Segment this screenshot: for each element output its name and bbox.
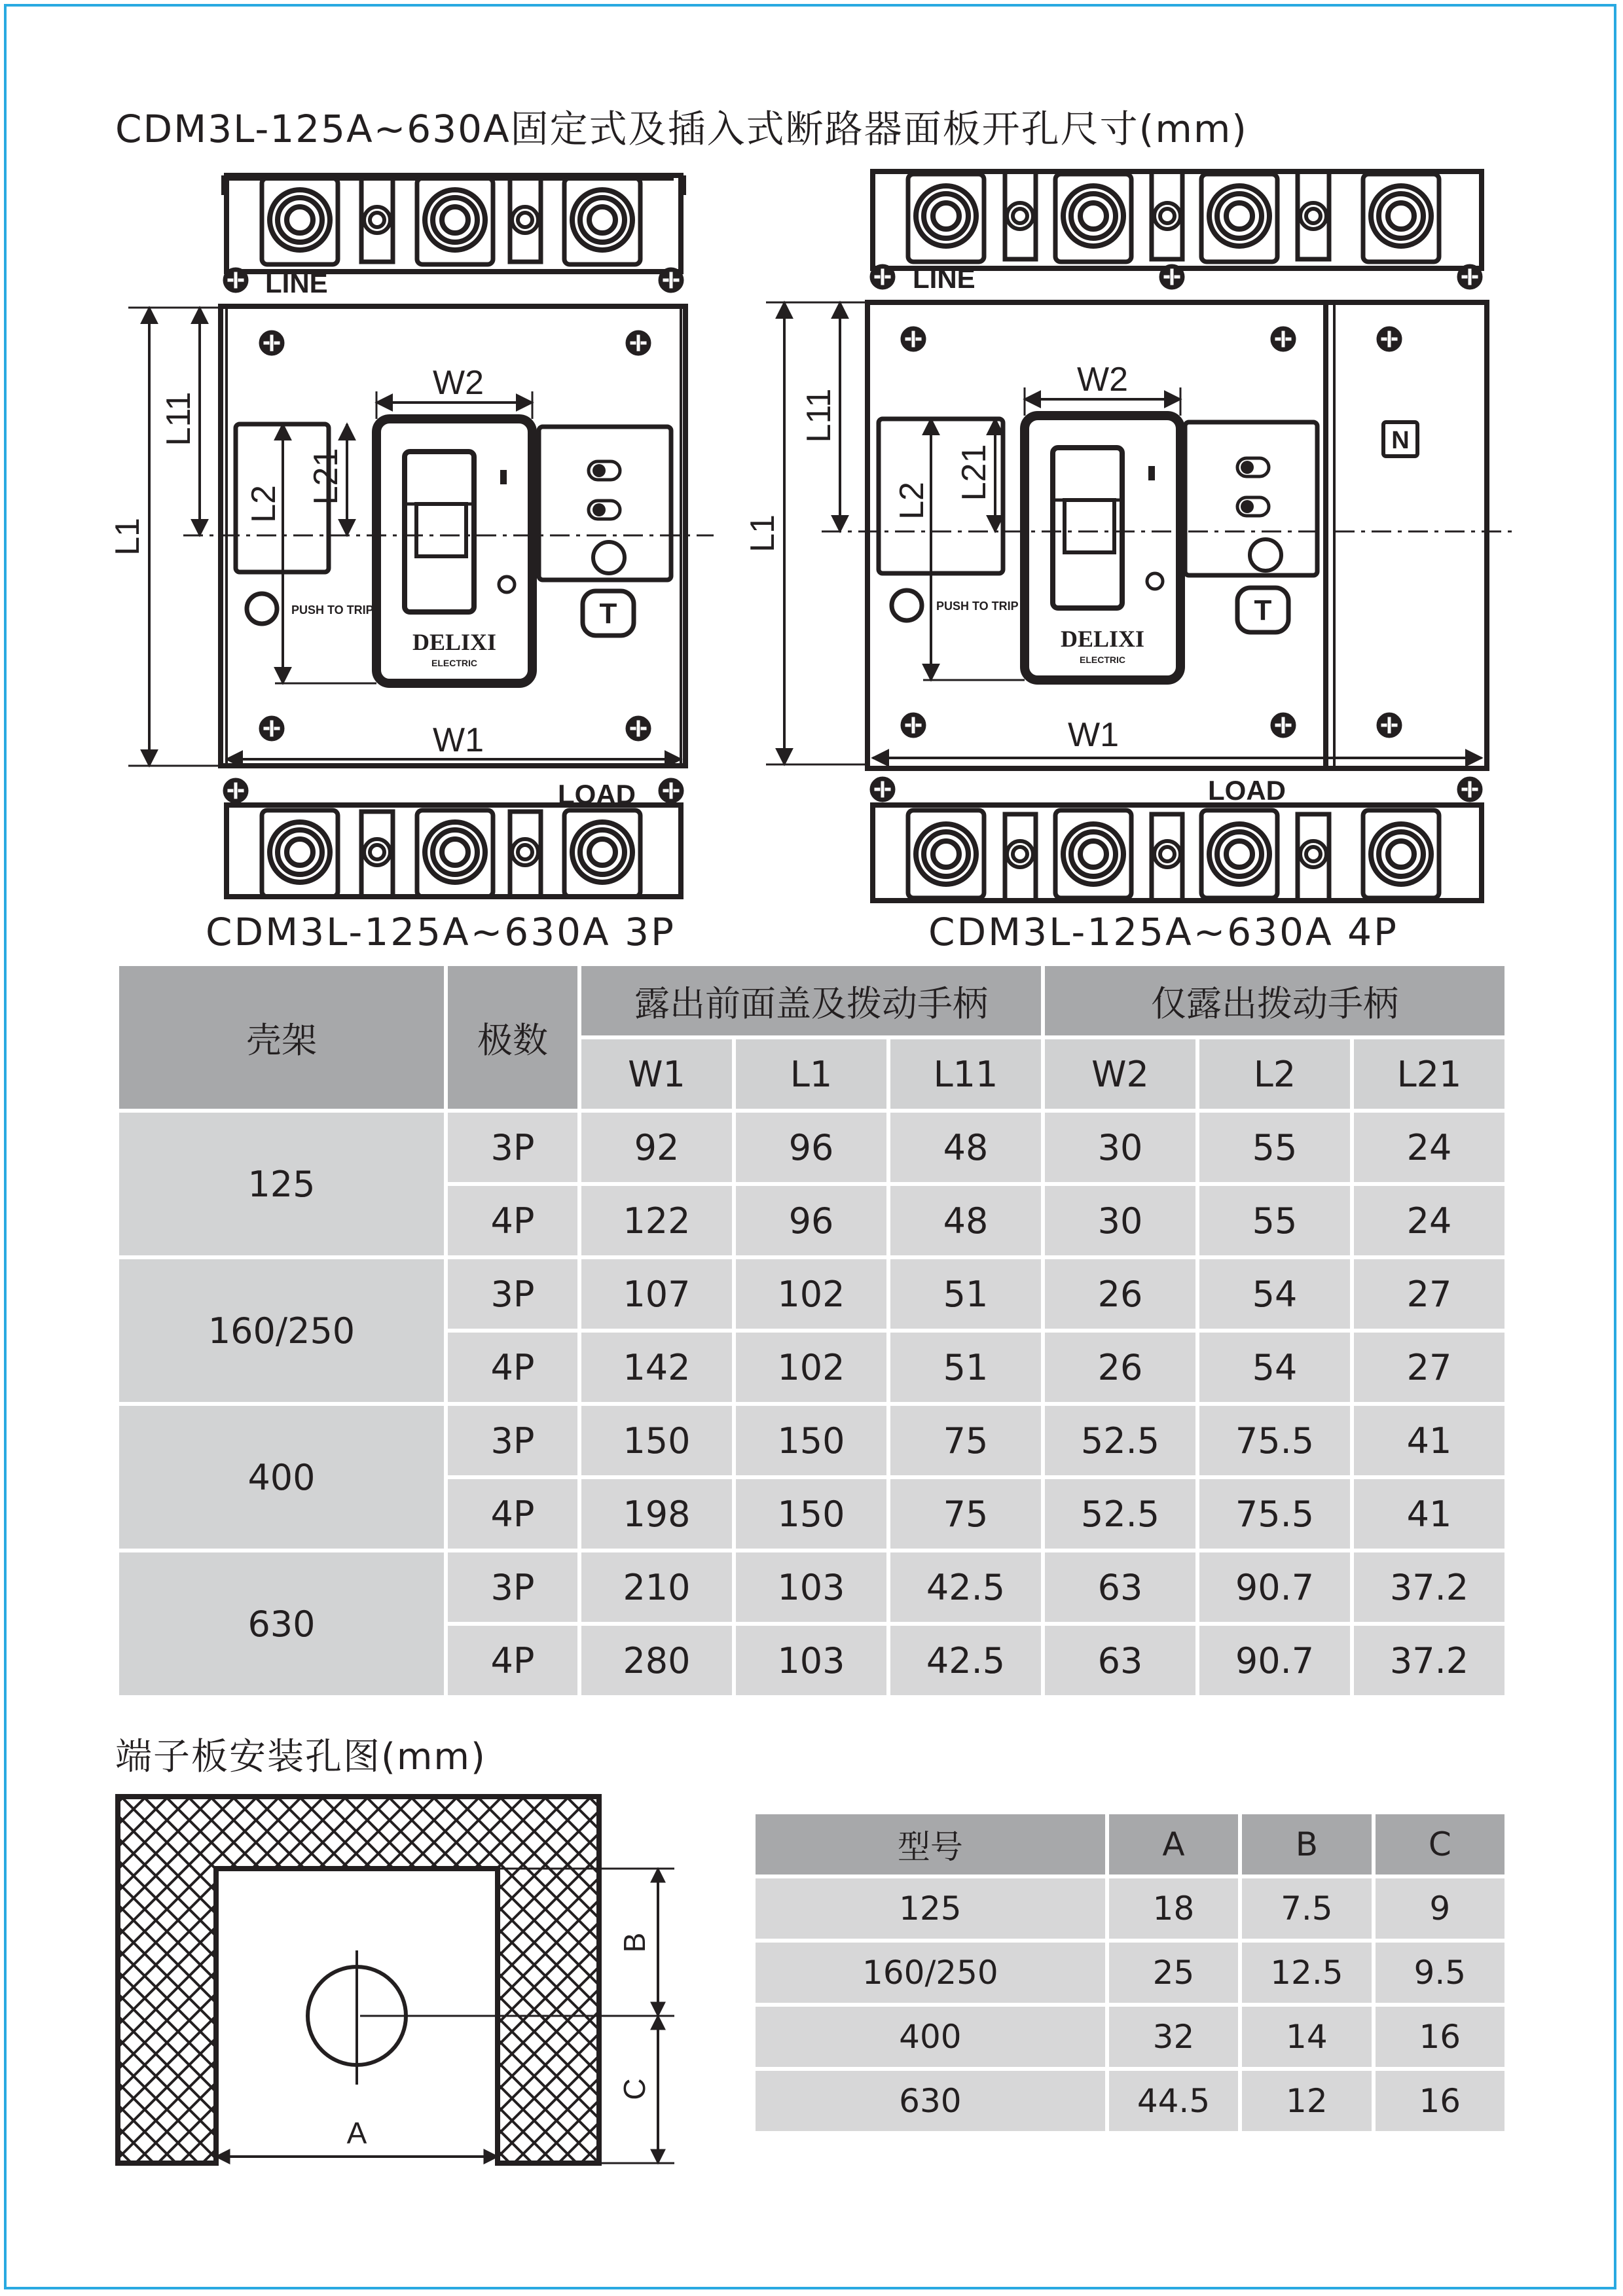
value-cell: 142 (581, 1333, 732, 1402)
terminal-hole-drawing (111, 1787, 701, 2219)
value-cell: 26 (1045, 1333, 1195, 1402)
col-header: L11 (890, 1039, 1041, 1109)
dim-w1-3p: W1 (433, 721, 484, 759)
header-frame: 壳架 (119, 966, 444, 1109)
terminal-hole-table (752, 1810, 1508, 2135)
dim-l1-3p: L1 (109, 518, 147, 556)
breaker-4p (766, 171, 1512, 901)
value-cell: 55 (1199, 1113, 1350, 1182)
table-row (756, 2007, 1504, 2067)
pole-cell: 3P (448, 1552, 577, 1622)
brand-sub-3p: ELECTRIC (431, 658, 477, 668)
col-header: W2 (1045, 1039, 1195, 1109)
dim-l2-4p: L2 (893, 482, 931, 520)
col-header: L1 (736, 1039, 886, 1109)
cutout-spec-table (115, 962, 1508, 1699)
value-cell: 52.5 (1045, 1406, 1195, 1475)
hole-header: A (1109, 1814, 1238, 1874)
hole-cell: 160/250 (756, 1943, 1105, 2003)
hole-header: 型号 (756, 1814, 1105, 1874)
frame-cell: 630 (119, 1552, 444, 1695)
neutral-mark-4p: N (1391, 427, 1410, 454)
test-button-4p: T (1254, 594, 1272, 626)
value-cell: 24 (1354, 1186, 1504, 1255)
value-cell: 103 (736, 1626, 886, 1695)
value-cell: 51 (890, 1333, 1041, 1402)
table-row (119, 1406, 1504, 1475)
value-cell: 102 (736, 1259, 886, 1329)
breaker-drawings (0, 0, 1623, 956)
value-cell: 24 (1354, 1113, 1504, 1182)
hole-cell: 12 (1242, 2071, 1371, 2131)
hole-cell: 9.5 (1376, 1943, 1504, 2003)
col-header: L2 (1199, 1039, 1350, 1109)
hole-cell: 630 (756, 2071, 1105, 2131)
value-cell: 37.2 (1354, 1552, 1504, 1622)
value-cell: 150 (736, 1406, 886, 1475)
hole-header: B (1242, 1814, 1371, 1874)
value-cell: 150 (581, 1406, 732, 1475)
hole-cell: 18 (1109, 1878, 1238, 1939)
dim-l21-3p: L21 (307, 448, 345, 505)
value-cell: 90.7 (1199, 1552, 1350, 1622)
pole-cell: 3P (448, 1113, 577, 1182)
value-cell: 107 (581, 1259, 732, 1329)
table-row (756, 2071, 1504, 2131)
line-label-4p: LINE (913, 263, 976, 294)
value-cell: 92 (581, 1113, 732, 1182)
pole-cell: 4P (448, 1333, 577, 1402)
value-cell: 75 (890, 1406, 1041, 1475)
value-cell: 30 (1045, 1113, 1195, 1182)
frame-cell: 160/250 (119, 1259, 444, 1402)
caption-4p: CDM3L-125A~630A 4P (928, 910, 1398, 954)
load-label-3p: LOAD (558, 779, 636, 810)
value-cell: 26 (1045, 1259, 1195, 1329)
hole-cell: 9 (1376, 1878, 1504, 1939)
pole-cell: 3P (448, 1406, 577, 1475)
value-cell: 63 (1045, 1626, 1195, 1695)
dim-a-label: A (346, 2116, 367, 2150)
dim-c-label: C (617, 2078, 651, 2100)
hole-cell: 25 (1109, 1943, 1238, 2003)
frame-cell: 125 (119, 1113, 444, 1255)
header-group-handle: 仅露出拨动手柄 (1045, 966, 1504, 1035)
caption-3p: CDM3L-125A~630A 3P (206, 910, 676, 954)
table-row (119, 1113, 1504, 1182)
load-label-4p: LOAD (1208, 775, 1286, 806)
dim-w1-4p: W1 (1068, 716, 1119, 754)
hole-cell: 7.5 (1242, 1878, 1371, 1939)
value-cell: 51 (890, 1259, 1041, 1329)
dim-b-label: B (617, 1932, 651, 1953)
value-cell: 210 (581, 1552, 732, 1622)
dim-l11-3p: L11 (160, 391, 198, 446)
value-cell: 48 (890, 1186, 1041, 1255)
value-cell: 150 (736, 1479, 886, 1549)
pole-cell: 4P (448, 1479, 577, 1549)
value-cell: 198 (581, 1479, 732, 1549)
pole-cell: 4P (448, 1626, 577, 1695)
value-cell: 30 (1045, 1186, 1195, 1255)
table-row (119, 1259, 1504, 1329)
value-cell: 41 (1354, 1479, 1504, 1549)
value-cell: 42.5 (890, 1626, 1041, 1695)
value-cell: 54 (1199, 1259, 1350, 1329)
value-cell: 122 (581, 1186, 732, 1255)
value-cell: 103 (736, 1552, 886, 1622)
page-title: CDM3L-125A~630A固定式及插入式断路器面板开孔尺寸(mm) (115, 107, 1248, 151)
value-cell: 280 (581, 1626, 732, 1695)
value-cell: 63 (1045, 1552, 1195, 1622)
hole-cell: 32 (1109, 2007, 1238, 2067)
dim-w2-4p: W2 (1077, 361, 1128, 399)
value-cell: 102 (736, 1333, 886, 1402)
dim-w2-3p: W2 (433, 364, 484, 402)
brand-sub-4p: ELECTRIC (1080, 655, 1125, 665)
frame-cell: 400 (119, 1406, 444, 1549)
value-cell: 75.5 (1199, 1479, 1350, 1549)
hole-header: C (1376, 1814, 1504, 1874)
col-header: L21 (1354, 1039, 1504, 1109)
value-cell: 75 (890, 1479, 1041, 1549)
push-to-trip-3p: PUSH TO TRIP (291, 603, 374, 617)
table-row (756, 1878, 1504, 1939)
col-header: W1 (581, 1039, 732, 1109)
push-to-trip-4p: PUSH TO TRIP (936, 600, 1019, 613)
dim-l21-4p: L21 (955, 444, 993, 501)
hole-cell: 16 (1376, 2007, 1504, 2067)
hole-cell: 12.5 (1242, 1943, 1371, 2003)
hole-cell: 125 (756, 1878, 1105, 1939)
value-cell: 96 (736, 1186, 886, 1255)
hole-cell: 44.5 (1109, 2071, 1238, 2131)
value-cell: 90.7 (1199, 1626, 1350, 1695)
pole-cell: 4P (448, 1186, 577, 1255)
terminal-section-title: 端子板安装孔图(mm) (115, 1736, 486, 1778)
header-poles: 极数 (448, 966, 577, 1109)
line-label-3p: LINE (265, 268, 328, 298)
hole-cell: 14 (1242, 2007, 1371, 2067)
brand-4p: DELIXI (1060, 626, 1145, 652)
value-cell: 37.2 (1354, 1626, 1504, 1695)
value-cell: 96 (736, 1113, 886, 1182)
value-cell: 27 (1354, 1259, 1504, 1329)
value-cell: 48 (890, 1113, 1041, 1182)
brand-3p: DELIXI (412, 629, 497, 655)
dim-l2-3p: L2 (245, 485, 283, 523)
table-row (756, 1943, 1504, 2003)
dim-l1-4p: L1 (744, 514, 782, 552)
value-cell: 41 (1354, 1406, 1504, 1475)
value-cell: 52.5 (1045, 1479, 1195, 1549)
value-cell: 54 (1199, 1333, 1350, 1402)
hole-cell: 400 (756, 2007, 1105, 2067)
value-cell: 42.5 (890, 1552, 1041, 1622)
value-cell: 55 (1199, 1186, 1350, 1255)
hole-cell: 16 (1376, 2071, 1504, 2131)
value-cell: 27 (1354, 1333, 1504, 1402)
header-group-cover: 露出前面盖及拨动手柄 (581, 966, 1041, 1035)
dim-l11-4p: L11 (800, 388, 838, 443)
value-cell: 75.5 (1199, 1406, 1350, 1475)
pole-cell: 3P (448, 1259, 577, 1329)
table-row (119, 1552, 1504, 1622)
test-button-3p: T (599, 598, 617, 630)
